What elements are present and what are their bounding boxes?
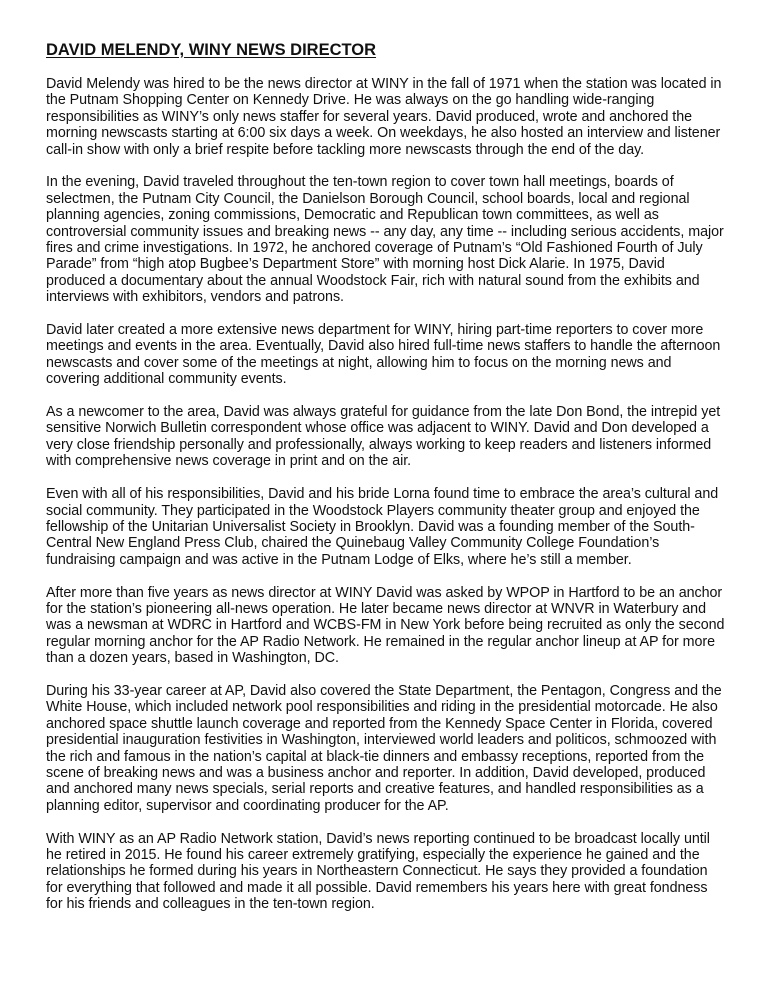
paragraph-8: With WINY as an AP Radio Network station, David’s news reporting continued to be broadcast locally until he retired in 2015. He found his career extremely gratifying, especially the experience he gained and the relationships he formed during his years in Northeastern Connecticut. He says they provided a foundation for everything that followed and made it all possible. David remembers his years here with great fondness for his friends and colleagues in the ten-town region. — [46, 830, 710, 913]
paragraph-6: After more than five years as news director at WINY David was asked by WPOP in Hartford to be an anchor for the station’s pioneering all-news operation. He later became news director at WNVR in Waterbury and was a newsman at WDRC in Hartford and WCBS-FM in New York before being recruited as only the second regular morning anchor for the AP Radio Network. He remained in the regular anchor lineup at AP for more than a dozen years, based in Washington, DC. — [46, 584, 725, 667]
paragraph-5: Even with all of his responsibilities, David and his bride Lorna found time to embrace the area’s cultural and social community. They participated in the Woodstock Players community theater group and enjoyed the fellowship of the Unitarian Universalist Society in Brooklyn. David was a founding member of the South-Central New England Press Club, chaired the Quinebaug Valley Community College Foundation’s fundraising campaign and was active in the Putnam Lodge of Elks, where he’s still a member. — [46, 486, 719, 568]
document-page — [46, 40, 726, 929]
paragraph-2: In the evening, David traveled throughout the ten-town region to cover town hall meetings, boards of selectmen, the Putnam City Council, the Danielson Borough Council, school boards, local and regional planning agencies, zoning commissions, Democratic and Republican town committees, as well as controversial community issues and breaking news -- any day, any time -- including serious accidents, major fires and crime investigations. In 1972, he anchored coverage of Putnam’s “Old Fashioned Fourth of July Parade” from “high atop Bugbee’s Department Store” with morning host Dick Alarie. In 1975, David produced a documentary about the annual Woodstock Fair, rich with natural sound from the exhibits and interviews with exhibitors, vendors and patrons. — [46, 174, 724, 306]
paragraph-7: During his 33-year career at AP, David also covered the State Department, the Pentagon, Congress and the White House, which included network pool responsibilities and riding in the presidential motorcade. He also anchored space shuttle launch coverage and reported from the Kennedy Space Center in Florida, covered presidential inauguration festivities in Washington, interviewed world leaders and politicos, schmoozed with the rich and famous in the nation’s capital at black-tie dinners and embassy receptions, reported from the scene of breaking news and was a business anchor and reporter. In addition, David developed, produced and anchored many news specials, serial reports and creative features, and handled responsibilities as a planning editor, supervisor and coordinating producer for the AP. — [46, 682, 722, 814]
document-title: DAVID MELENDY, WINY NEWS DIRECTOR — [46, 41, 377, 59]
paragraph-3: David later created a more extensive news department for WINY, hiring part-time reporters to cover more meetings and events in the area. Eventually, David also hired full-time news staffers to handle the afternoon newscasts and cover some of the meetings at night, allowing him to focus on the morning news and covering additional community events. — [46, 322, 721, 388]
paragraph-4: As a newcomer to the area, David was always grateful for guidance from the late Don Bond, the intrepid yet sensitive Norwich Bulletin correspondent whose office was adjacent to WINY. David and Don developed a very close friendship personally and professionally, always working to keep readers and listeners informed with comprehensive news coverage in print and on the air. — [46, 404, 721, 470]
paragraph-1: David Melendy was hired to be the news director at WINY in the fall of 1971 when the station was located in the Putnam Shopping Center on Kennedy Drive. He was always on the go handling wide-ranging responsibilities as WINY’s only news staffer for several years. David produced, wrote and anchored the morning newscasts starting at 6:00 six days a week. On weekdays, he also hosted an interview and listener call-in show with only a brief respite before tackling more newscasts through the end of the day. — [46, 76, 722, 158]
